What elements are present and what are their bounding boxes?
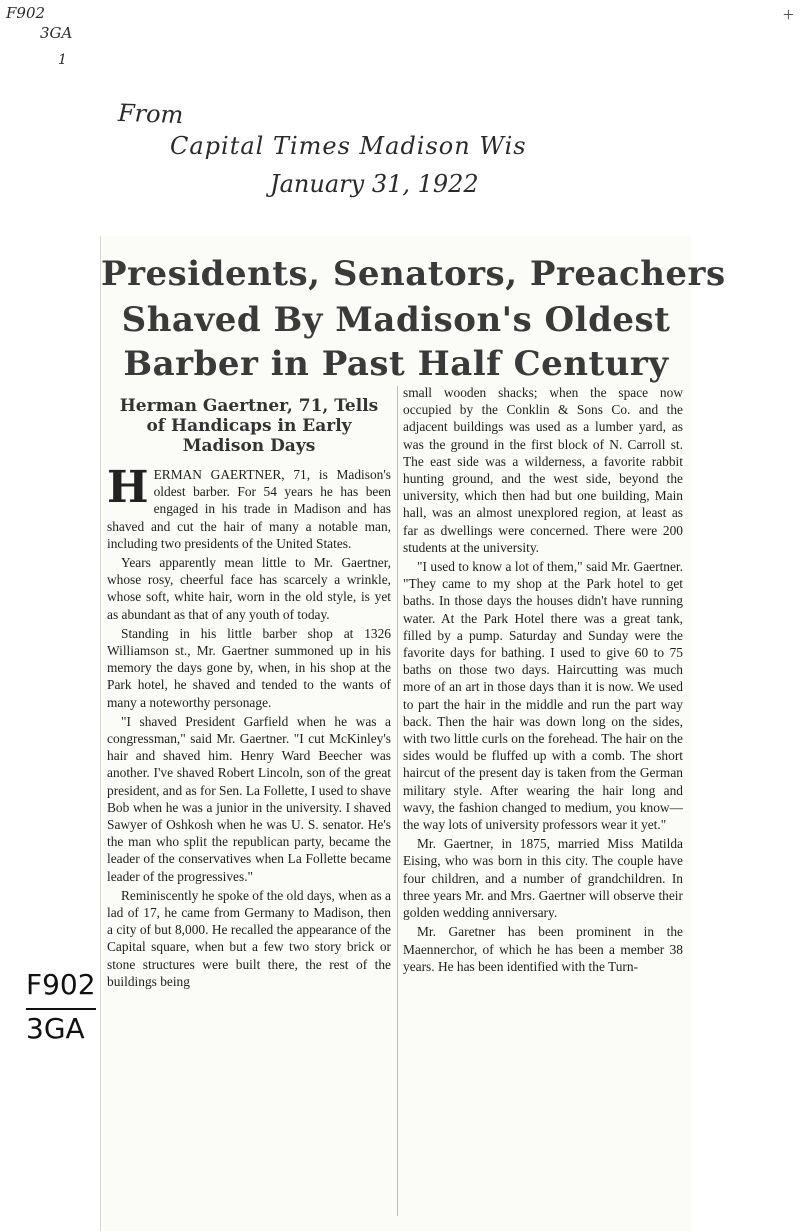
left-column <box>107 396 391 992</box>
body-paragraph: "I used to know a lot of them," said Mr. Gaertner. "They came to my shop at the Park hotel to get baths. In those days the houses didn't have running water. At the Park Hotel there was a great tank, filled by a pump. Saturday and Sunday were the favorite days for bathing. I used to give 60 to 75 baths on those two days. Haircutting was much more of an art in those days than it is now. We used to part the hair in the middle and run the part way back. Then the hair was down long on the sides, with two little curls on the forehead. The hair on the sides would be fluffed up with a comb. The short haircut of the present day is taken from the German military style. After wearing the hair long and wavy, the fashion changed to medium, you know—the way lots of university professors wear it yet." <box>403 559 683 833</box>
subheadline <box>107 396 391 456</box>
archive-code-note: F902 <box>6 4 46 22</box>
margin-code: F902 <box>26 968 96 1001</box>
handwritten-from: From <box>117 98 184 130</box>
body-paragraph: small wooden shacks; when the space now occupied by the Conklin & Sons Co. and the adjacent buildings was used as a lumber yard, as was the ground in the first block of N. Carroll st. The east side was a wilderness, a favorite rabbit hunting ground, and the west side, beyond the university, which then had but one building, Main hall, was an almost unexplored region, at least as far as dwellings were concerned. There were 200 students at the university. <box>403 385 683 555</box>
subheadline-line: Herman Gaertner, 71, Tells <box>119 396 379 416</box>
lead-caps: ERMAN GAERTNER, 71, <box>153 467 311 482</box>
headline-line: Shaved By Madison's Oldest <box>121 300 671 340</box>
headline-line: Presidents, Senators, Preachers <box>101 254 726 294</box>
body-paragraph: "I shaved President Garfield when he was a congressman," said Mr. Gaertner. "I cut McKinley's hair and shaved him. Henry Ward Beecher was another. I've shaved Robert Lincoln, son of the great president, and as for Sen. La Follette, I used to shave Bob when he was a junior in the university. I shaved Sawyer of Oshkosh when he was U. S. senator. He's the man who split the republican party, became the leader of the conservatives when La Follette became leader of the progressives." <box>107 713 391 884</box>
column-divider <box>397 386 398 1216</box>
lead-paragraph <box>107 462 392 552</box>
newspaper-clipping <box>100 236 726 1231</box>
handwritten-date: January 31, 1922 <box>270 170 479 198</box>
drop-cap: H <box>107 462 149 513</box>
body-paragraph: Years apparently mean little to Mr. Gaertner, whose rosy, cheerful face has scarcely a wrinkle, whose soft, white hair, worn in the old style, is yet as abundant as that of any youth of today. <box>107 555 391 622</box>
lead-text: is Madison's oldest barber. For 54 years he has been engaged in his trade in Madison and has shaved and cut the hair of many a notable man, including two presidents of the United States. <box>107 467 392 551</box>
archive-code-note: 1 <box>58 52 67 68</box>
headline-line: Barber in Past Half Century <box>123 344 669 384</box>
body-paragraph: Reminiscently he spoke of the old days, when as a lad of 17, he came from Germany to Madison, then a city of but 8,000. He recalled the appearance of the Capital square, when but a few two story brick or stone structures were built there, the rest of the buildings being <box>107 887 391 989</box>
body-paragraph: Standing in his little barber shop at 1326 Williamson st., Mr. Gaertner summoned up in his memory the days gone by, when, in his shop at the Park hotel, he shaved and tended to the wants of many a noteworthy personage. <box>107 625 391 710</box>
body-paragraph: Mr. Garetner has been prominent in the Maennerchor, of which he has been a member 38 years. He has been identified with the Turn- <box>403 924 683 974</box>
margin-code: 3GA <box>26 1012 85 1045</box>
subheadline-line: Madison Days <box>182 436 316 456</box>
corner-mark-icon: + <box>782 4 794 26</box>
archive-code-note: 3GA <box>40 24 73 42</box>
right-column <box>403 384 683 977</box>
body-paragraph: Mr. Gaertner, in 1875, married Miss Matilda Eising, who was born in this city. The couple have four children, and a number of grandchildren. In three years Mr. and Mrs. Gaertner will observe their golden wedding anniversary. <box>403 836 683 921</box>
handwritten-source: Capital Times Madison Wis <box>170 132 527 160</box>
subheadline-line: of Handicaps in Early <box>146 416 352 436</box>
margin-rule <box>26 1008 96 1010</box>
